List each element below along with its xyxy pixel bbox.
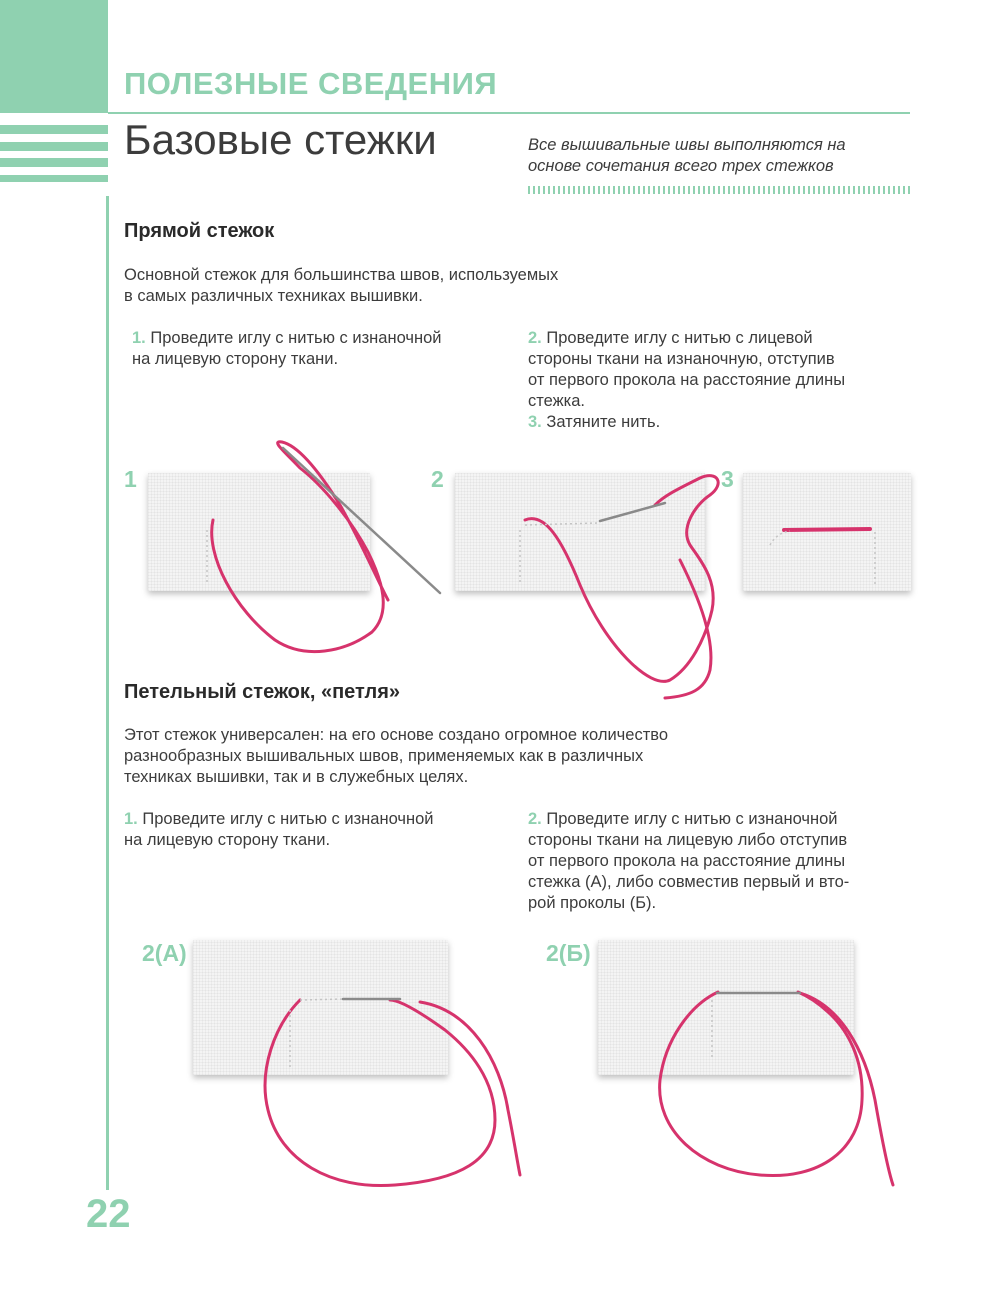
step-text: стороны ткани на лицевую либо отступив: [528, 831, 848, 849]
thread-1: [212, 442, 388, 652]
panel-label-2a: 2(А): [142, 940, 187, 966]
intro-line: Этот стежок универсален: на его основе создано огромное количество: [124, 726, 669, 744]
intro-line: Основной стежок для большинства швов, используемых: [124, 266, 559, 284]
step-text: Проведите иглу с нитью с изнаночной: [142, 810, 434, 828]
guide-dots-2: [520, 523, 598, 585]
guide-dots-2a: [290, 999, 345, 1070]
step-number: 3.: [528, 413, 542, 431]
needle-2: [600, 503, 665, 521]
step-text: рой проколы (Б).: [528, 894, 657, 912]
thread-3: [784, 529, 870, 530]
step-text: Проведите иглу с нитью с изнаночной: [546, 810, 838, 828]
step-text: от первого прокола на расстояние длины: [528, 371, 846, 389]
step-text: стежка.: [528, 392, 585, 410]
step-number: 1.: [132, 329, 146, 347]
step-text: Затяните нить.: [546, 413, 661, 431]
page-title: Базовые стежки: [124, 116, 437, 163]
step-number: 2.: [528, 810, 542, 828]
step-text: Проведите иглу с нитью с изнаночной: [150, 329, 442, 347]
subtitle-line: основе сочетания всего трех стежков: [528, 157, 834, 175]
intro-line: в самых различных техниках вышивки.: [124, 287, 423, 305]
loop-stitch-heading: Петельный стежок, «петля»: [124, 681, 401, 703]
straight-stitch-heading: Прямой стежок: [124, 220, 275, 242]
thread-2b-tail: [800, 993, 893, 1185]
panel-label-2b: 2(Б): [546, 940, 591, 966]
guide-dots-3: [770, 531, 875, 585]
subtitle-line: Все вышивальные швы выполняются на: [528, 136, 846, 154]
panel-label-1: 1: [124, 466, 137, 492]
thread-2b: [660, 992, 863, 1176]
step-number: 2.: [528, 329, 542, 347]
step-text: от первого прокола на расстояние длины: [528, 852, 846, 870]
panel-label-2: 2: [431, 466, 444, 492]
step-number: 1.: [124, 810, 138, 828]
intro-line: техниках вышивки, так и в служебных целях.: [124, 768, 469, 786]
needle-1: [283, 448, 440, 593]
step-text: на лицевую сторону ткани.: [132, 350, 339, 368]
page-number: 22: [86, 1192, 131, 1236]
thread-2a-tail: [420, 1002, 520, 1175]
panel-label-3: 3: [721, 466, 734, 492]
intro-line: разнообразных вышивальных швов, применяемых как в различных: [124, 747, 644, 765]
step-text: на лицевую сторону ткани.: [124, 831, 331, 849]
section-label: ПОЛЕЗНЫЕ СВЕДЕНИЯ: [124, 66, 498, 101]
thread-2a: [265, 1000, 495, 1186]
step-text: стежка (А), либо совместив первый и вто-: [528, 873, 850, 891]
step-text: стороны ткани на изнаночную, отступив: [528, 350, 835, 368]
step-text: Проведите иглу с нитью с лицевой: [546, 329, 813, 347]
